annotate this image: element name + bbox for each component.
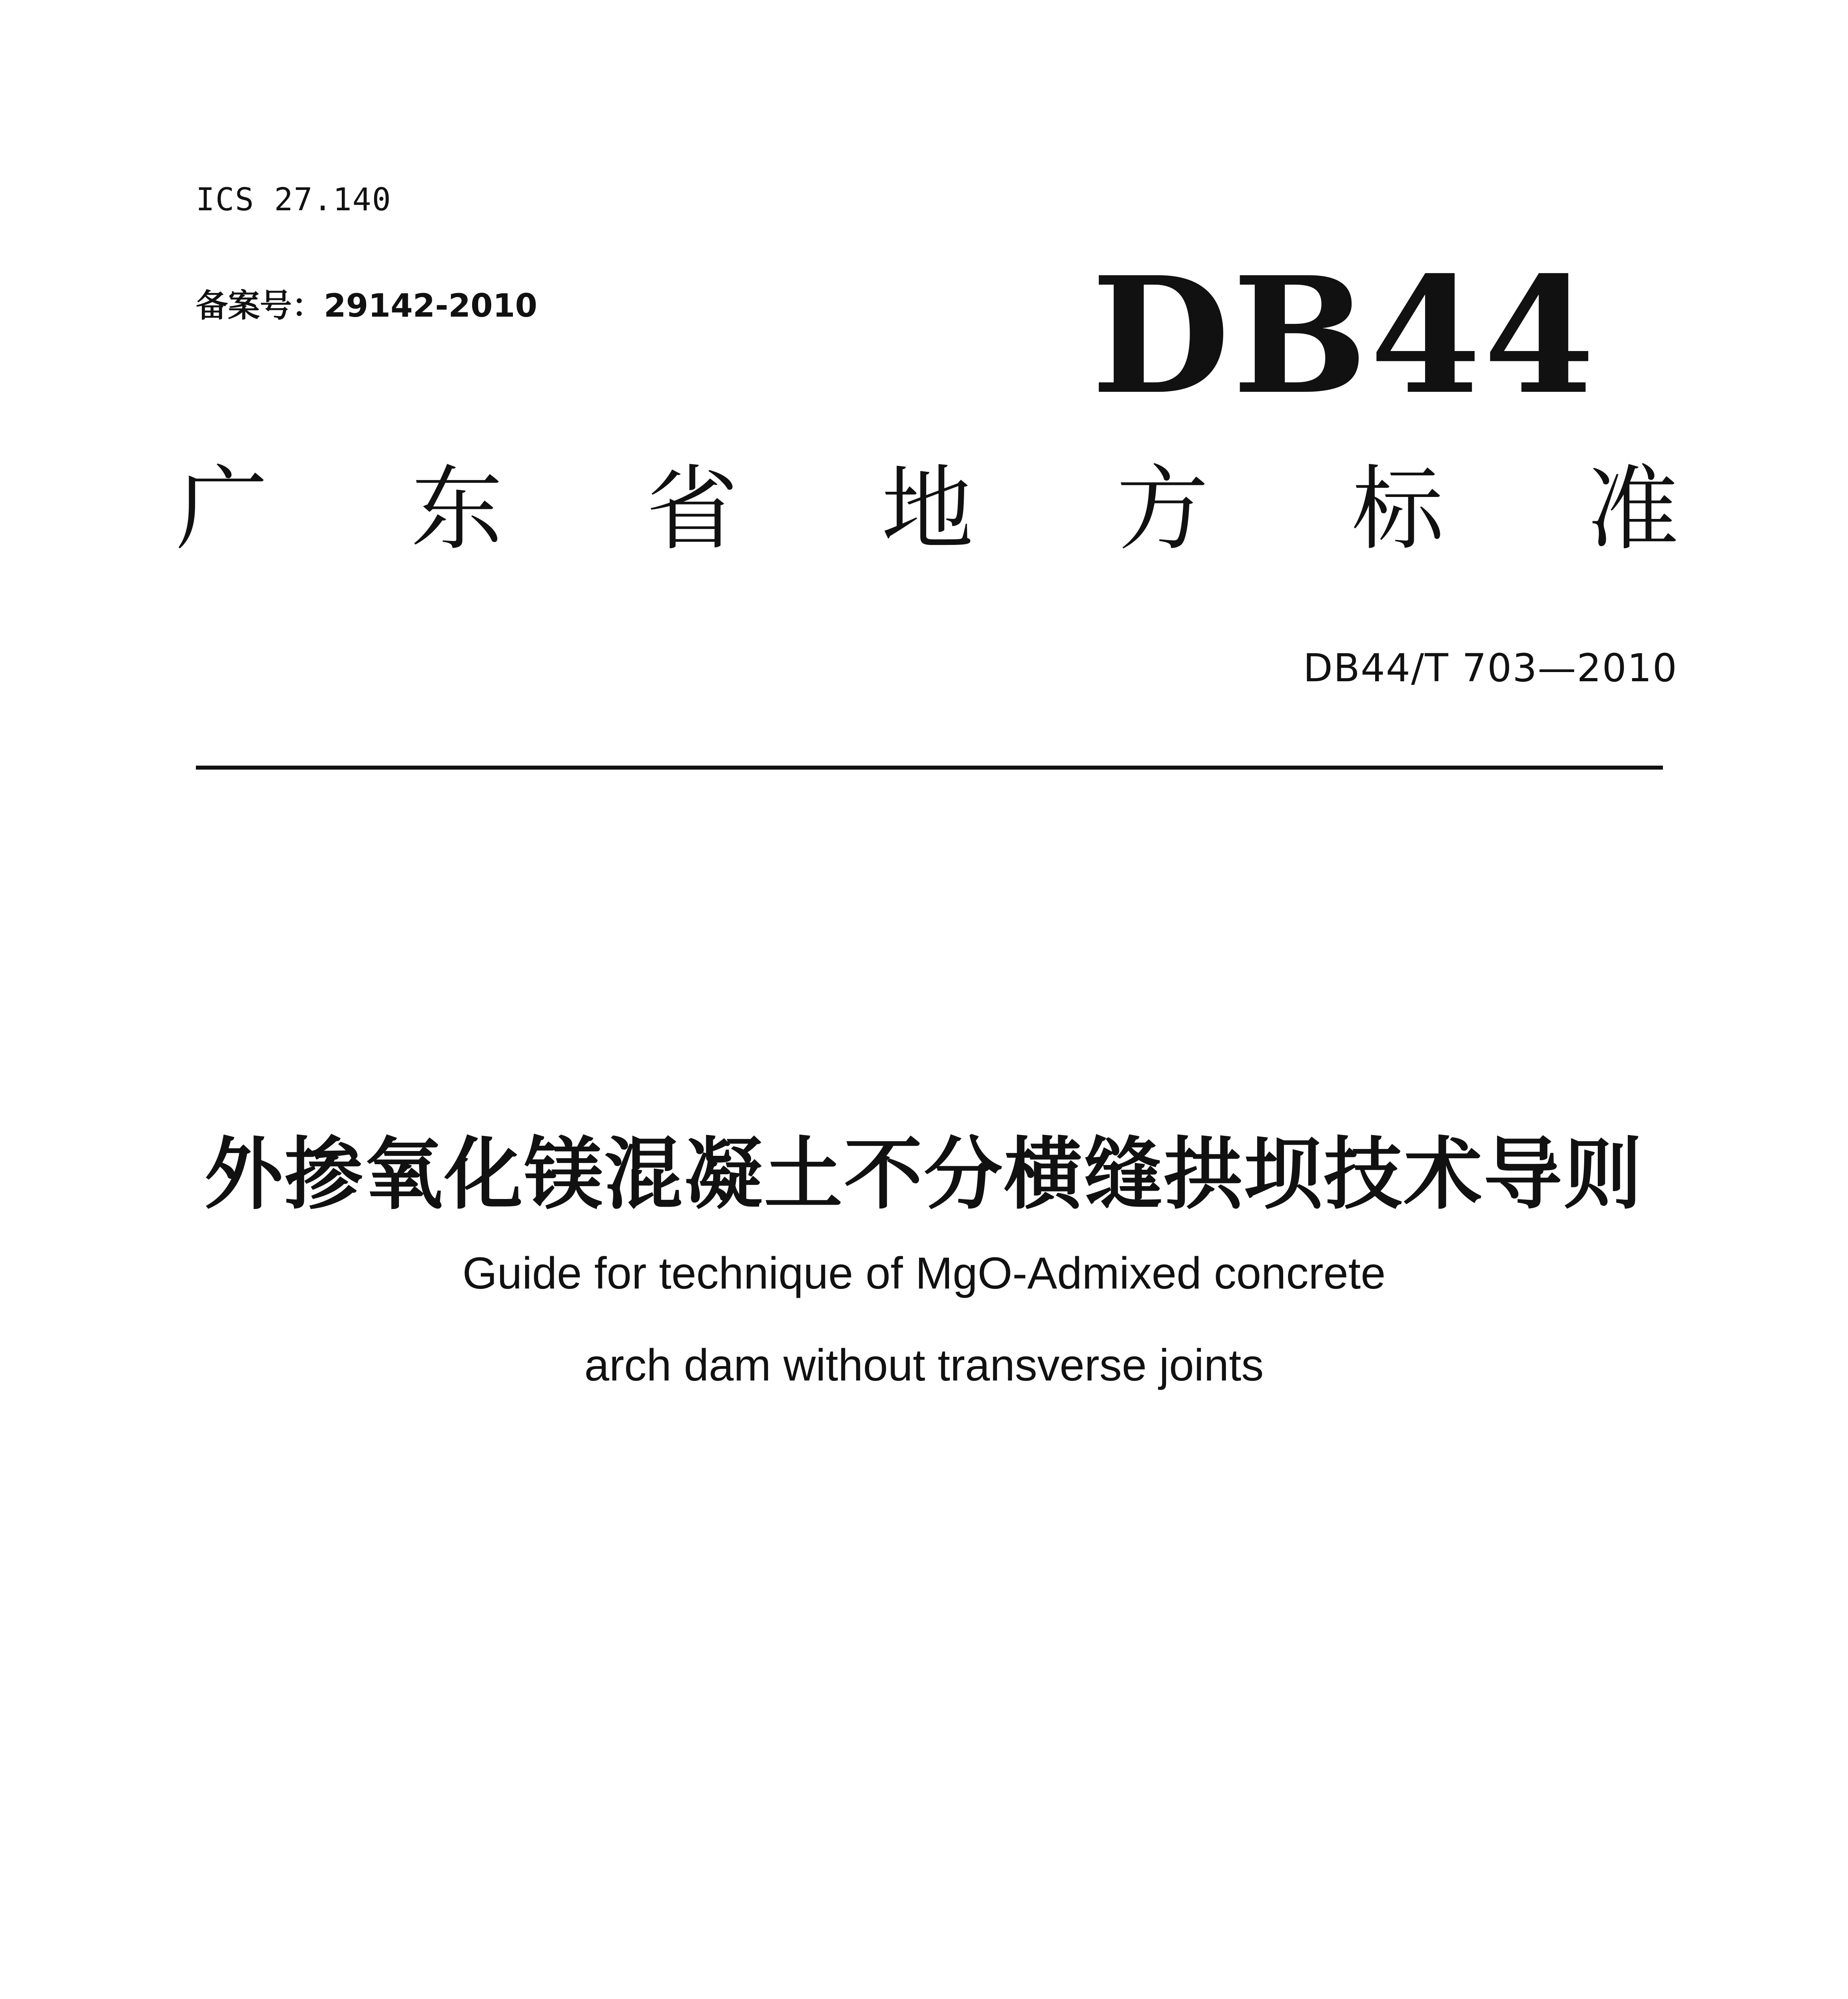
ics-code: ICS 27.140 xyxy=(196,182,392,218)
standard-number: DB44/T 703—2010 xyxy=(1303,646,1678,690)
standard-type-char: 标 xyxy=(1352,456,1444,563)
title-chinese: 外掺氧化镁混凝土不分横缝拱坝技术导则 xyxy=(204,1129,1644,1220)
standard-type-char: 准 xyxy=(1587,456,1679,563)
top-divider xyxy=(196,766,1663,770)
standard-type-char: 省 xyxy=(646,456,738,563)
standard-type-char: 广 xyxy=(176,456,268,563)
standard-type-heading xyxy=(176,456,1679,563)
filing-number: 备案号：29142-2010 xyxy=(196,287,538,324)
title-english-line1: Guide for technique of MgO-Admixed concrete xyxy=(462,1248,1386,1298)
standard-type-char: 东 xyxy=(411,456,503,563)
title-english-line2: arch dam without transverse joints xyxy=(584,1340,1264,1390)
standard-type-char: 方 xyxy=(1116,456,1209,563)
standard-code-logo: DB44 xyxy=(1091,242,1597,430)
standard-type-char: 地 xyxy=(881,456,973,563)
